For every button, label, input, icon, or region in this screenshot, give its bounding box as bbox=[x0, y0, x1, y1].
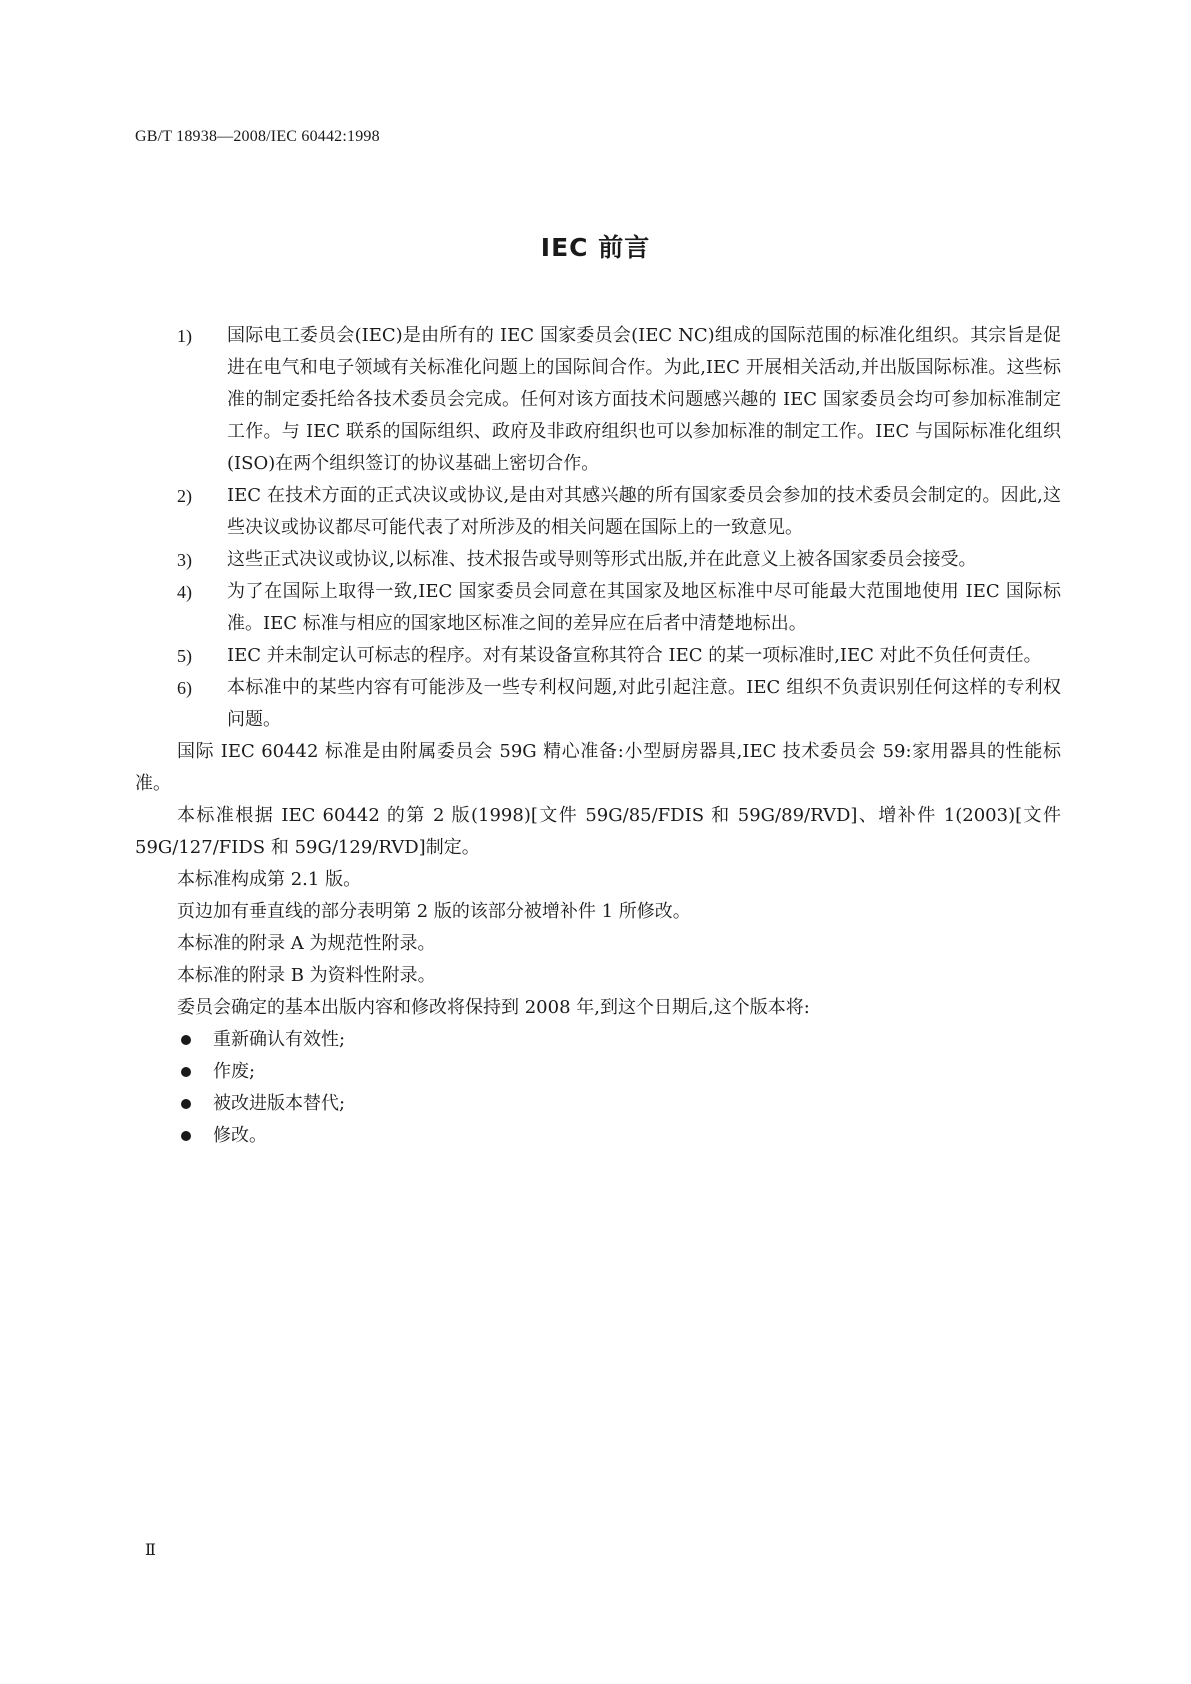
item-number: 4) bbox=[177, 582, 192, 602]
bullet-item bbox=[135, 1088, 1061, 1120]
numbered-item bbox=[135, 640, 1061, 672]
bullet-text: 重新确认有效性; bbox=[213, 1029, 346, 1050]
paragraph-drafting-committee: 国际 IEC 60442 标准是由附属委员会 59G 精心准备:小型厨房器具,IEC 技术委员会 59:家用器具的性能标准。 bbox=[135, 741, 1061, 794]
paragraph-edition: 本标准构成第 2.1 版。 bbox=[177, 869, 362, 890]
item-text: 这些正式决议或协议,以标准、技术报告或导则等形式出版,并在此意义上被各国家委员会接受。 bbox=[227, 549, 977, 570]
document-header-code: GB/T 18938—2008/IEC 60442:1998 bbox=[135, 128, 380, 145]
bullet-text: 修改。 bbox=[213, 1125, 267, 1146]
item-text: 为了在国际上取得一致,IEC 国家委员会同意在其国家及地区标准中尽可能最大范围地使用 IEC 国际标准。IEC 标准与相应的国家地区标准之间的差异应在后者中清楚地标出。 bbox=[227, 581, 1061, 634]
item-text: IEC 并未制定认可标志的程序。对有某设备宣称其符合 IEC 的某一项标准时,IEC 对此不负任何责任。 bbox=[227, 645, 1042, 666]
item-number: 5) bbox=[177, 646, 192, 666]
page-number: Ⅱ bbox=[145, 1542, 156, 1559]
item-number: 3) bbox=[177, 550, 192, 570]
item-text: 本标准中的某些内容有可能涉及一些专利权问题,对此引起注意。IEC 组织不负责识别任何这样的专利权问题。 bbox=[227, 677, 1061, 730]
paragraph-stability-date: 委员会确定的基本出版内容和修改将保持到 2008 年,到这个日期后,这个版本将: bbox=[177, 997, 810, 1018]
numbered-item bbox=[135, 576, 1061, 640]
paragraph-margin-lines: 页边加有垂直线的部分表明第 2 版的该部分被增补件 1 所修改。 bbox=[177, 901, 691, 922]
bullet-item bbox=[135, 1120, 1061, 1152]
numbered-item bbox=[135, 672, 1061, 736]
bullet-icon bbox=[177, 1088, 213, 1120]
bullet-icon bbox=[177, 1024, 213, 1056]
bullet-item bbox=[135, 1056, 1061, 1088]
document-body bbox=[135, 320, 1061, 1152]
item-number: 1) bbox=[177, 326, 192, 346]
page-title: IEC 前言 bbox=[540, 233, 651, 262]
numbered-item bbox=[135, 480, 1061, 544]
numbered-item bbox=[135, 544, 1061, 576]
item-text: IEC 在技术方面的正式决议或协议,是由对其感兴趣的所有国家委员会参加的技术委员会制定的。因此,这些决议或协议都尽可能代表了对所涉及的相关问题在国际上的一致意见。 bbox=[227, 485, 1061, 538]
paragraph-annex-b: 本标准的附录 B 为资料性附录。 bbox=[177, 965, 436, 986]
numbered-item bbox=[135, 320, 1061, 480]
bullet-icon bbox=[177, 1056, 213, 1088]
paragraph-basis: 本标准根据 IEC 60442 的第 2 版(1998)[文件 59G/85/FDIS 和 59G/89/RVD]、增补件 1(2003)[文件 59G/127/FIDS 和 59G/129/RVD]制定。 bbox=[135, 805, 1061, 858]
item-text: 国际电工委员会(IEC)是由所有的 IEC 国家委员会(IEC NC)组成的国际范围的标准化组织。其宗旨是促进在电气和电子领域有关标准化问题上的国际间合作。为此,IEC 开展相关活动,并出版国际标准。这些标准的制定委托给各技术委员会完成。任何对该方面技术问题感兴趣的 IEC 国家委员会均可参加标准制定工作。与 IEC 联系的国际组织、政府及非政府组织也可以参加标准的制定工作。IEC 与国际标准化组织(ISO)在两个组织签订的协议基础上密切合作。 bbox=[227, 325, 1061, 474]
bullet-item bbox=[135, 1024, 1061, 1056]
bullet-icon bbox=[177, 1120, 213, 1152]
bullet-text: 作废; bbox=[213, 1061, 256, 1082]
bullet-text: 被改进版本替代; bbox=[213, 1093, 346, 1114]
item-number: 6) bbox=[177, 678, 192, 698]
item-number: 2) bbox=[177, 486, 192, 506]
paragraph-annex-a: 本标准的附录 A 为规范性附录。 bbox=[177, 933, 436, 954]
